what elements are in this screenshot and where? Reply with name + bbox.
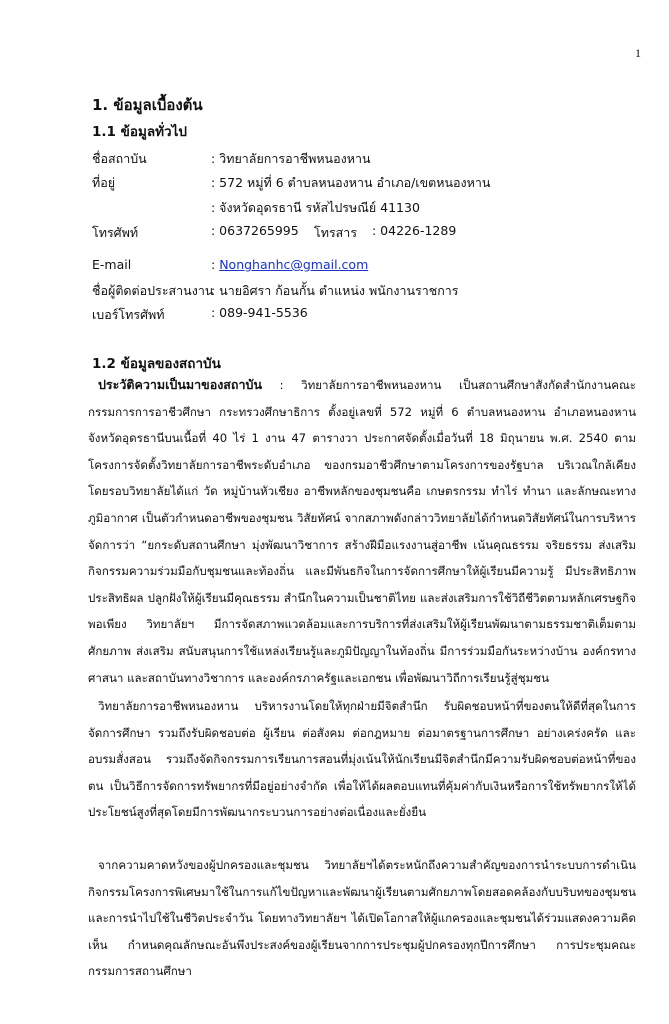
coordinator-value: : นายอิศรา ก้อนกั้น ตำแหน่ง พนักงานราชการ <box>211 283 459 298</box>
institution-name-label: ชื่อสถาบัน <box>92 151 147 166</box>
phone-label: โทรศัพท์ <box>92 225 139 240</box>
history-text-3: จากความคาดหวังของผู้ปกครองและชุมชน วิทยาลัยฯได้ตระหนักถึงความสำคัญของการนำระบบการดำเนินกิจกรรมโครงการพิเศษมาใช้ในการแก้ไขปัญหาและพัฒนาผู้เรียนตามศักยภาพโดยสอดคล้องกับบริบทของชุมชนและการนำไปใช้ในชีวิตประจำวัน โดยทางวิทยาลัยฯ ได้เปิดโอกาสให้ผู้แกครองและชุมชนได้ร่วมแสดงความคิดเห็น กำหนดคุณลักษณะอันพึงประสงค์ของผู้เรียนจากการประชุมผู้ปกครองทุกปีการศึกษา การประชุมคณะกรรมการสถานศึกษา <box>88 858 636 979</box>
institution-name-row <box>92 149 371 169</box>
address-row-2 <box>92 198 420 215</box>
page-number: 1 <box>635 46 641 60</box>
address-line-1: : 572 หมู่ที่ 6 ตำบลหนองหาน อำเภอ/เขตหนองหาน <box>211 175 491 190</box>
mobile-value: : 089-941-5536 <box>211 305 308 320</box>
coordinator-row <box>92 281 459 301</box>
section-1-1-heading: 1.1 ข้อมูลทั่วไป <box>92 124 187 140</box>
address-line-2: : จังหวัดอุดรธานี รหัสไปรษณีย์ 41130 <box>211 200 420 215</box>
history-paragraph-2 <box>88 693 636 826</box>
institution-name-value: : วิทยาลัยการอาชีพหนองหาน <box>211 151 371 166</box>
history-paragraph-3 <box>88 852 636 985</box>
mobile-label: เบอร์โทรศัพท์ <box>92 307 165 322</box>
email-link[interactable]: Nonghanhc@gmail.com <box>219 257 369 272</box>
history-paragraph-1 <box>88 372 636 691</box>
address-label: ที่อยู่ <box>92 175 116 190</box>
history-lead: ประวัติความเป็นมาของสถาบัน <box>98 377 263 392</box>
mobile-row <box>92 305 308 325</box>
address-row <box>92 173 491 193</box>
phone-row <box>92 223 457 243</box>
history-text-2: วิทยาลัยการอาชีพหนองหาน บริหารงานโดยให้ทุกฝ่ายมีจิตสำนึก รับผิดชอบหน้าที่ของตนให้ดีที่สุดในการจัดการศึกษา รวมถึงรับผิดชอบต่อ ผู้เรียน ต่อสังคม ต่อกฎหมาย ต่อมาตรฐานการศึกษา อย่างเคร่งครัด และอบรมสั่งสอน รวมถึงจัดกิจกรรมการเรียนการสอนที่มุ่งเน้นให้นักเรียนมีจิตสำนึกมีความรับผิดชอบต่อหน้าที่ของตน เป็นวิธีการจัดการทรัพยากรที่มีอยู่อย่างจำกัด เพื่อให้ได้ผลตอบแทนที่คุ้มค่ากับเงินหรือการใช้ทรัพยากรให้ได้ประโยชน์สูงที่สุดโดยมีการพัฒนากระบวนการอย่างต่อเนื่องและยั่งยืน <box>88 699 636 820</box>
section-1-heading: 1. ข้อมูลเบื้องต้น <box>92 96 203 114</box>
email-label: E-mail <box>92 257 132 272</box>
email-row <box>92 257 369 272</box>
history-text-1: : วิทยาลัยการอาชีพหนองหาน เป็นสถานศึกษาสังกัดสำนักงานคณะกรรมการการอาชีวศึกษา กระทรวงศึกษาธิการ ตั้งอยู่เลขที่ 572 หมู่ที่ 6 ตำบลหนองหาน อำเภอหนองหาน จังหวัดอุดรธานีบนเนื้อที่ 40 ไร่ 1 งาน 47 ตารางวา ประกาศจัดตั้งเมื่อวันที่ 18 มิถุนายน พ.ศ. 2540 ตามโครงการจัดตั้งวิทยาลัยการอาชีพระดับอำเภอ ของกรมอาชีวศึกษาตามโครงการของรัฐบาล บริเวณใกล้เคียงโดยรอบวิทยาลัยได้แก่ วัด หมู่บ้านหัวเชียง อาชีพหลักของชุมชนคือ เกษตรกรรม ทำไร่ ทำนา และลักษณะทางภูมิอากาศ เป็นตัวกำหนดอาชีพของชุมชน วิสัยทัศน์ จากสภาพดังกล่าววิทยาลัยได้กำหนดวิสัยทัศน์ในการบริหารจัดการว่า “ยกระดับสถานศึกษา มุ่งพัฒนาวิชาการ สร้างฝีมือแรงงานสู่อาชีพ เน้นคุณธรรม จริยธรรม ส่งเสริมกิจกรรมความร่วมมือกับชุมชนและท้องถิ่น และมีพันธกิจในการจัดการศึกษาให้ผู้เรียนมีความรู้ มีประสิทธิภาพ ประสิทธิผล ปลูกฝังให้ผู้เรียนมีคุณธรรม สำนึกในความเป็นชาติไทย และส่งเสริมการใช้วิถีชีวิตตามหลักเศรษฐกิจพอเพียง วิทยาลัยฯ มีการจัดสภาพแวดล้อมและการบริการที่ส่งเสริมให้ผู้เรียนพัฒนาตามธรรมชาติเต็มตามศักยภาพ ส่งเสริม สนับสนุนการใช้แหล่งเรียนรู้และภูมิปัญญาในท้องถิ่น มีการร่วมมือกันระหว่างบ้าน องค์กรทางศาสนา และสถาบันทางวิชาการ และองค์กรภาครัฐและเอกชน เพื่อพัฒนาวิถีการเรียนรู้สู่ชุมชน <box>88 378 636 685</box>
section-1-2-heading: 1.2 ข้อมูลของสถาบัน <box>92 356 221 372</box>
fax-value: : 04226-1289 <box>372 223 457 238</box>
fax-label: โทรสาร <box>314 225 358 240</box>
phone-value: : 0637265995 <box>211 223 299 238</box>
email-colon: : <box>211 257 216 272</box>
coordinator-label: ชื่อผู้ติดต่อประสานงาน <box>92 283 214 298</box>
